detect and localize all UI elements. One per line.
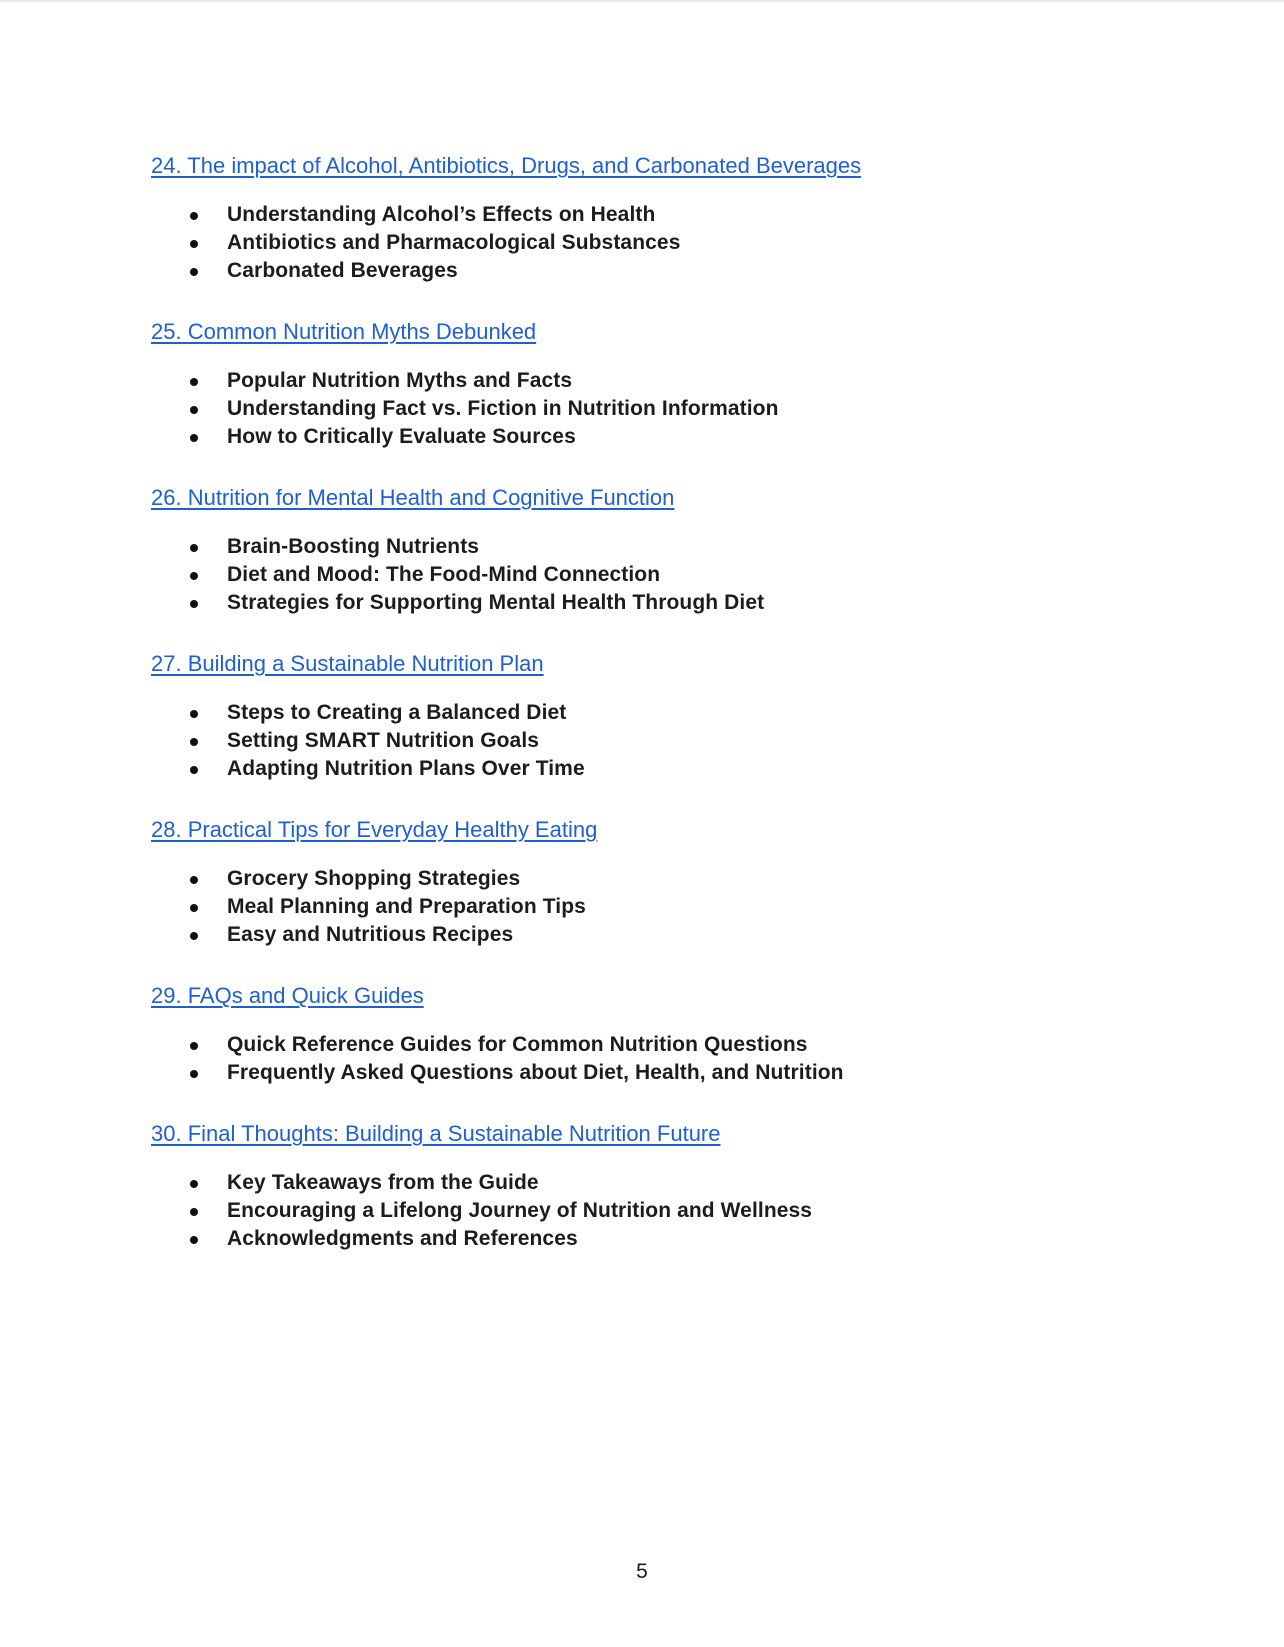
toc-subitem [151,755,1151,783]
toc-subitem [151,1197,1151,1225]
bullet-icon [190,240,198,248]
bullet-icon [190,904,198,912]
toc-subitem [151,727,1151,755]
toc-subitem-label: Strategies for Supporting Mental Health Through Diet [227,591,765,614]
toc-section-link[interactable]: 28. Practical Tips for Everyday Healthy Eating [151,817,598,842]
toc-subitem [151,1169,1151,1197]
toc-subitems [151,367,1151,451]
toc-subitem [151,367,1151,395]
toc-section [151,813,1151,949]
table-of-contents [151,149,1151,1253]
bullet-icon [190,738,198,746]
toc-subitem-label: Meal Planning and Preparation Tips [227,895,586,918]
toc-section-link[interactable]: 26. Nutrition for Mental Health and Cognitive Function [151,485,675,510]
bullet-icon [190,1042,198,1050]
toc-subitem [151,893,1151,921]
toc-subitem-label: Carbonated Beverages [227,259,458,282]
toc-subitem-label: How to Critically Evaluate Sources [227,425,576,448]
toc-subitem-label: Setting SMART Nutrition Goals [227,729,540,752]
toc-section [151,647,1151,783]
toc-subitem [151,589,1151,617]
toc-section-link[interactable]: 29. FAQs and Quick Guides [151,983,424,1008]
toc-subitem [151,201,1151,229]
bullet-icon [190,600,198,608]
toc-section [151,149,1151,285]
bullet-icon [190,268,198,276]
page-top-edge [0,0,1284,2]
toc-subitem-label: Grocery Shopping Strategies [227,867,521,890]
toc-subitems [151,201,1151,285]
toc-subitems [151,865,1151,949]
toc-subitem-label: Popular Nutrition Myths and Facts [227,369,573,392]
toc-subitem [151,1225,1151,1253]
toc-subitem-label: Steps to Creating a Balanced Diet [227,701,567,724]
toc-subitems [151,1031,1151,1087]
toc-section-link[interactable]: 25. Common Nutrition Myths Debunked [151,319,537,344]
bullet-icon [190,710,198,718]
bullet-icon [190,212,198,220]
bullet-icon [190,1070,198,1078]
bullet-icon [190,1236,198,1244]
toc-subitem-label: Antibiotics and Pharmacological Substances [227,231,681,254]
bullet-icon [190,378,198,386]
toc-subitems [151,533,1151,617]
bullet-icon [190,406,198,414]
toc-section [151,315,1151,451]
toc-subitems [151,1169,1151,1253]
toc-subitem-label: Adapting Nutrition Plans Over Time [227,757,585,780]
toc-subitem-label: Key Takeaways from the Guide [227,1171,539,1194]
toc-section [151,979,1151,1087]
toc-subitem [151,229,1151,257]
toc-subitem [151,533,1151,561]
toc-subitem [151,395,1151,423]
bullet-icon [190,1180,198,1188]
toc-subitem-label: Brain-Boosting Nutrients [227,535,480,558]
toc-subitem-label: Frequently Asked Questions about Diet, Health, and Nutrition [227,1061,844,1084]
bullet-icon [190,434,198,442]
toc-subitem-label: Understanding Alcohol’s Effects on Health [227,203,656,226]
toc-section [151,481,1151,617]
toc-subitem [151,423,1151,451]
bullet-icon [190,544,198,552]
bullet-icon [190,932,198,940]
toc-subitem [151,1031,1151,1059]
toc-section-link[interactable]: 24. The impact of Alcohol, Antibiotics, Drugs, and Carbonated Beverages [151,153,862,178]
toc-subitem [151,1059,1151,1087]
bullet-icon [190,572,198,580]
toc-subitem [151,865,1151,893]
page-number: 5 [636,1560,648,1583]
toc-section-link[interactable]: 27. Building a Sustainable Nutrition Plan [151,651,544,676]
toc-subitem-label: Quick Reference Guides for Common Nutrition Questions [227,1033,808,1056]
toc-section-link[interactable]: 30. Final Thoughts: Building a Sustainable Nutrition Future [151,1121,721,1146]
bullet-icon [190,766,198,774]
toc-subitem-label: Acknowledgments and References [227,1227,578,1250]
toc-subitem [151,561,1151,589]
toc-subitem [151,699,1151,727]
toc-subitem-label: Diet and Mood: The Food-Mind Connection [227,563,661,586]
toc-subitem-label: Easy and Nutritious Recipes [227,923,514,946]
bullet-icon [190,1208,198,1216]
toc-subitem-label: Understanding Fact vs. Fiction in Nutrition Information [227,397,779,420]
toc-section [151,1117,1151,1253]
toc-subitem [151,921,1151,949]
toc-subitems [151,699,1151,783]
bullet-icon [190,876,198,884]
toc-subitem-label: Encouraging a Lifelong Journey of Nutrition and Wellness [227,1199,813,1222]
toc-subitem [151,257,1151,285]
